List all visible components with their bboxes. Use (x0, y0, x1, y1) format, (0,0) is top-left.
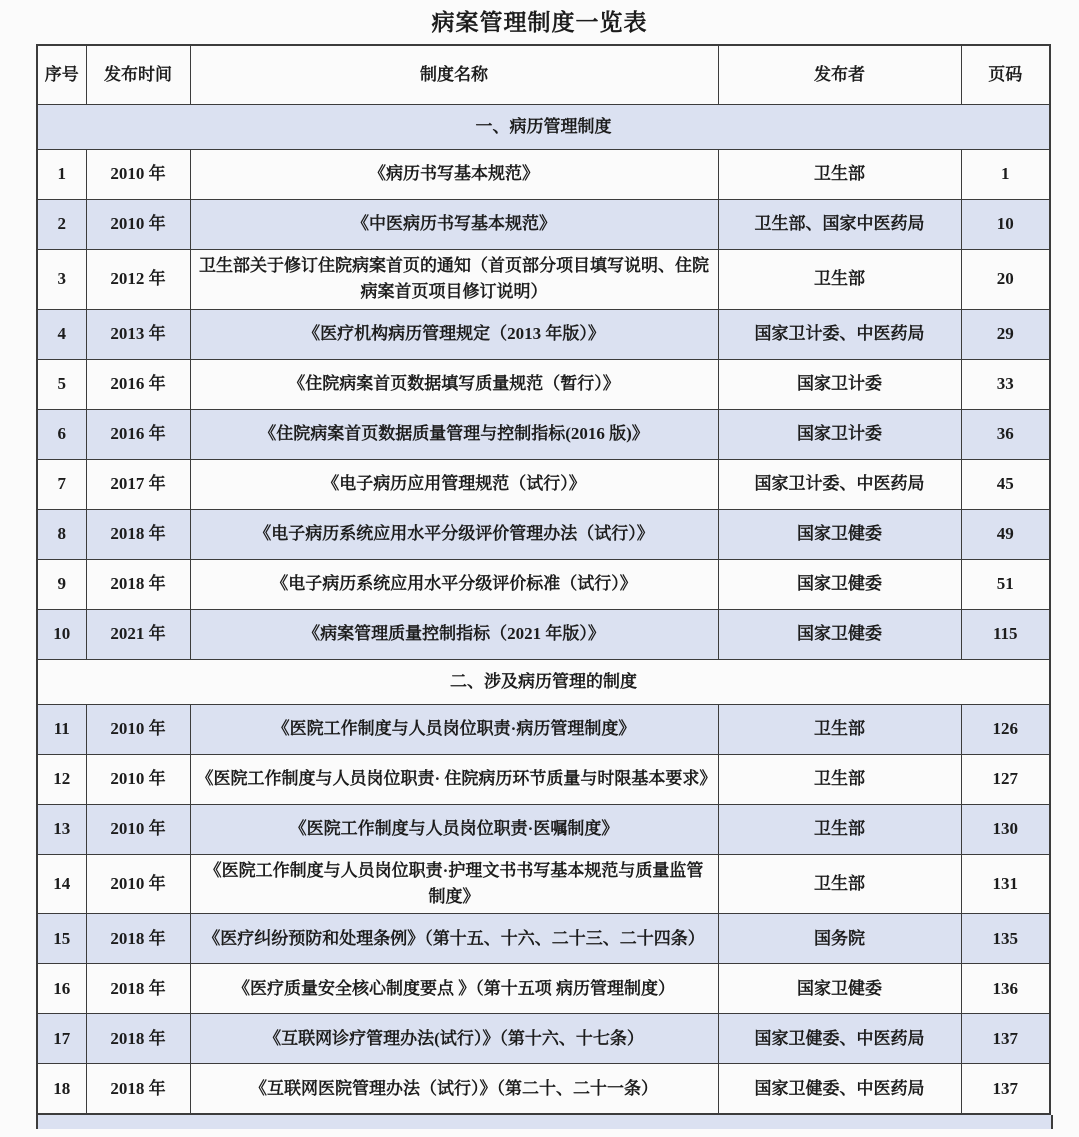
column-header-page: 页码 (961, 45, 1050, 105)
section-label: 二、涉及病历管理的制度 (37, 659, 1050, 704)
cell-no: 11 (37, 704, 86, 754)
cell-name: 《医院工作制度与人员岗位职责·护理文书书写基本规范与质量监管制度》 (190, 854, 718, 914)
cell-page: 20 (961, 250, 1050, 310)
cell-no: 9 (37, 559, 86, 609)
cell-page: 115 (961, 609, 1050, 659)
cell-no: 3 (37, 250, 86, 310)
cell-no: 5 (37, 359, 86, 409)
cell-page: 36 (961, 409, 1050, 459)
cell-publisher: 卫生部 (718, 854, 961, 914)
table-row (37, 409, 1050, 459)
cell-page: 127 (961, 754, 1050, 804)
cell-no: 13 (37, 804, 86, 854)
cell-page: 126 (961, 704, 1050, 754)
next-row-partial (36, 1115, 1053, 1129)
cell-publisher: 卫生部、国家中医药局 (718, 200, 961, 250)
cell-page: 136 (961, 964, 1050, 1014)
table-row (37, 150, 1050, 200)
cell-date: 2012 年 (86, 250, 190, 310)
cell-publisher: 卫生部 (718, 150, 961, 200)
cell-page: 131 (961, 854, 1050, 914)
cell-date: 2018 年 (86, 559, 190, 609)
cell-no: 7 (37, 459, 86, 509)
cell-no: 18 (37, 1064, 86, 1115)
cell-no: 12 (37, 754, 86, 804)
cell-date: 2021 年 (86, 609, 190, 659)
cell-name: 《互联网医院管理办法（试行）》（第二十、二十一条） (190, 1064, 718, 1115)
cell-publisher: 国家卫健委、中医药局 (718, 1064, 961, 1115)
table-row (37, 854, 1050, 914)
cell-publisher: 国家卫计委、中医药局 (718, 459, 961, 509)
cell-publisher: 卫生部 (718, 704, 961, 754)
cell-name: 《医院工作制度与人员岗位职责· 住院病历环节质量与时限基本要求》 (190, 754, 718, 804)
section-label: 一、病历管理制度 (37, 105, 1050, 150)
cell-publisher: 卫生部 (718, 804, 961, 854)
rules-table (36, 44, 1051, 1115)
cell-name: 《病案管理质量控制指标（2021 年版）》 (190, 609, 718, 659)
cell-publisher: 卫生部 (718, 754, 961, 804)
cell-page: 49 (961, 509, 1050, 559)
cell-publisher: 国家卫计委、中医药局 (718, 309, 961, 359)
column-header-date: 发布时间 (86, 45, 190, 105)
cell-name: 《医院工作制度与人员岗位职责·医嘱制度》 (190, 804, 718, 854)
cell-date: 2010 年 (86, 804, 190, 854)
cell-date: 2018 年 (86, 1014, 190, 1064)
column-header-no: 序号 (37, 45, 86, 105)
cell-no: 10 (37, 609, 86, 659)
cell-date: 2010 年 (86, 854, 190, 914)
cell-no: 8 (37, 509, 86, 559)
table-row (37, 559, 1050, 609)
cell-page: 45 (961, 459, 1050, 509)
cell-date: 2010 年 (86, 704, 190, 754)
column-header-name: 制度名称 (190, 45, 718, 105)
table-row (37, 704, 1050, 754)
cell-publisher: 国家卫健委 (718, 509, 961, 559)
cell-no: 14 (37, 854, 86, 914)
cell-publisher: 国家卫计委 (718, 359, 961, 409)
table-row (37, 200, 1050, 250)
cell-name: 《电子病历应用管理规范（试行）》 (190, 459, 718, 509)
cell-publisher: 国务院 (718, 914, 961, 964)
table-row (37, 1014, 1050, 1064)
table-row (37, 1064, 1050, 1115)
cell-name: 《电子病历系统应用水平分级评价标准（试行）》 (190, 559, 718, 609)
cell-date: 2016 年 (86, 359, 190, 409)
table-row (37, 459, 1050, 509)
cell-publisher: 国家卫计委 (718, 409, 961, 459)
section-row (37, 105, 1050, 150)
table-row (37, 359, 1050, 409)
cell-page: 10 (961, 200, 1050, 250)
cell-name: 卫生部关于修订住院病案首页的通知（首页部分项目填写说明、住院病案首页项目修订说明） (190, 250, 718, 310)
cell-publisher: 卫生部 (718, 250, 961, 310)
cell-name: 《住院病案首页数据质量管理与控制指标(2016 版)》 (190, 409, 718, 459)
cell-name: 《医院工作制度与人员岗位职责·病历管理制度》 (190, 704, 718, 754)
cell-name: 《电子病历系统应用水平分级评价管理办法（试行）》 (190, 509, 718, 559)
cell-page: 135 (961, 914, 1050, 964)
cell-publisher: 国家卫健委、中医药局 (718, 1014, 961, 1064)
cell-page: 29 (961, 309, 1050, 359)
cell-name: 《住院病案首页数据填写质量规范（暂行）》 (190, 359, 718, 409)
cell-name: 《互联网诊疗管理办法(试行）》（第十六、十七条） (190, 1014, 718, 1064)
table-row (37, 804, 1050, 854)
cell-name: 《医疗纠纷预防和处理条例》（第十五、十六、二十三、二十四条） (190, 914, 718, 964)
cell-page: 33 (961, 359, 1050, 409)
cell-date: 2018 年 (86, 964, 190, 1014)
cell-publisher: 国家卫健委 (718, 964, 961, 1014)
cell-date: 2018 年 (86, 914, 190, 964)
cell-no: 16 (37, 964, 86, 1014)
column-header-publisher: 发布者 (718, 45, 961, 105)
cell-date: 2017 年 (86, 459, 190, 509)
cell-page: 51 (961, 559, 1050, 609)
cell-date: 2010 年 (86, 150, 190, 200)
cell-date: 2010 年 (86, 200, 190, 250)
table-row (37, 964, 1050, 1014)
cell-page: 137 (961, 1014, 1050, 1064)
cell-page: 130 (961, 804, 1050, 854)
table-row (37, 309, 1050, 359)
cell-no: 1 (37, 150, 86, 200)
cell-name: 《中医病历书写基本规范》 (190, 200, 718, 250)
cell-date: 2016 年 (86, 409, 190, 459)
table-row (37, 250, 1050, 310)
table-row (37, 509, 1050, 559)
cell-no: 6 (37, 409, 86, 459)
section-row (37, 659, 1050, 704)
cell-date: 2018 年 (86, 509, 190, 559)
cell-page: 1 (961, 150, 1050, 200)
cell-date: 2018 年 (86, 1064, 190, 1115)
table-row (37, 754, 1050, 804)
cell-publisher: 国家卫健委 (718, 559, 961, 609)
table-row (37, 914, 1050, 964)
cell-name: 《医疗质量安全核心制度要点 》（第十五项 病历管理制度） (190, 964, 718, 1014)
cell-page: 137 (961, 1064, 1050, 1115)
cell-date: 2013 年 (86, 309, 190, 359)
cell-no: 15 (37, 914, 86, 964)
cell-publisher: 国家卫健委 (718, 609, 961, 659)
cell-no: 17 (37, 1014, 86, 1064)
table-header-row (37, 45, 1050, 105)
cell-no: 4 (37, 309, 86, 359)
cell-no: 2 (37, 200, 86, 250)
table-row (37, 609, 1050, 659)
cell-name: 《医疗机构病历管理规定（2013 年版）》 (190, 309, 718, 359)
cell-date: 2010 年 (86, 754, 190, 804)
page-title: 病案管理制度一览表 (431, 10, 648, 35)
cell-name: 《病历书写基本规范》 (190, 150, 718, 200)
